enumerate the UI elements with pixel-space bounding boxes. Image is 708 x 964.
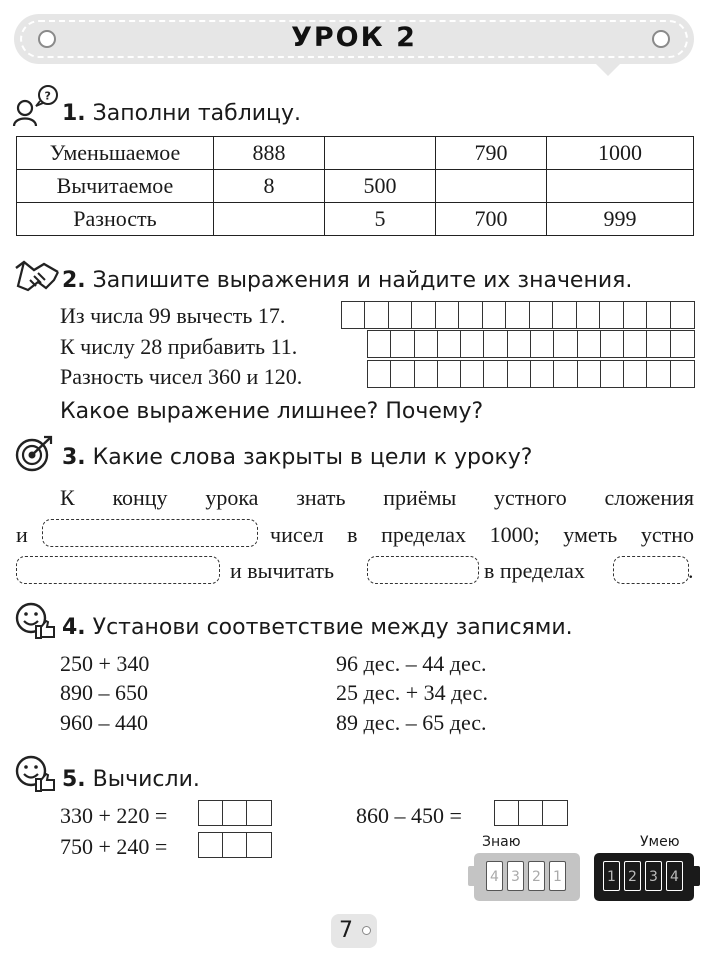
hidden-word-box[interactable] — [16, 556, 220, 584]
hidden-word-box[interactable] — [42, 519, 258, 547]
compute-expression: 330 + 220 = — [60, 803, 168, 828]
know-battery[interactable]: 4 3 2 1 — [474, 853, 580, 901]
can-label: Умею — [640, 834, 680, 850]
thinking-person-icon — [12, 84, 60, 128]
goal-line-1: К концу урока знать приёмы устного сложения — [60, 485, 694, 510]
left-expression: 250 + 340 — [60, 651, 150, 676]
expression-line: Разность чисел 360 и 120. — [60, 364, 303, 389]
svg-text:?: ? — [44, 89, 51, 103]
goal-text: в пределах — [484, 558, 585, 583]
answer-cells[interactable] — [367, 360, 695, 388]
task3-heading: 3. Какие слова закрыты в цели к уроку? — [62, 445, 533, 470]
right-expression: 25 дес. + 34 дес. — [336, 680, 488, 705]
target-icon — [14, 434, 54, 474]
right-expression: 96 дес. – 44 дес. — [336, 651, 487, 676]
smile-thumbs-up-icon — [14, 601, 58, 641]
expression-line: К числу 28 прибавить 11. — [60, 334, 298, 359]
answer-cells[interactable] — [494, 800, 568, 826]
goal-text: чисел в пределах 1000; уметь устно — [270, 522, 694, 547]
task4-heading: 4. Установи соответствие между записями. — [62, 615, 573, 640]
answer-cells[interactable] — [367, 330, 695, 358]
left-expression: 890 – 650 — [60, 680, 148, 705]
table-row: Вычитаемое 8 500 — [17, 170, 694, 203]
table-row: Уменьшаемое 888 790 1000 — [17, 137, 694, 170]
can-battery[interactable]: 1 2 3 4 — [594, 853, 694, 901]
hidden-word-box[interactable] — [613, 556, 689, 584]
lesson-header — [14, 14, 694, 64]
page-number: 7 — [331, 914, 377, 948]
answer-cells[interactable] — [198, 800, 272, 826]
goal-text: . — [688, 558, 694, 583]
task2-heading: 2. Запишите выражения и найдите их значения. — [62, 268, 633, 293]
know-label: Знаю — [482, 834, 521, 850]
subtraction-table — [16, 136, 694, 236]
smile-thumbs-up-icon — [14, 754, 58, 794]
right-expression: 89 дес. – 65 дес. — [336, 710, 487, 735]
left-expression: 960 – 440 — [60, 710, 148, 735]
goal-text: и — [16, 522, 28, 547]
expression-line: Из числа 99 вычесть 17. — [60, 303, 286, 328]
task2-question: Какое выражение лишнее? Почему? — [60, 399, 484, 424]
task1-heading: 1. Заполни таблицу. — [62, 101, 302, 126]
handshake-icon — [14, 256, 60, 294]
goal-text: и вычитать — [230, 558, 335, 583]
hidden-word-box[interactable] — [367, 556, 479, 584]
answer-cells[interactable] — [341, 301, 695, 329]
task5-heading: 5. Вычисли. — [62, 767, 200, 792]
compute-expression: 750 + 240 = — [60, 834, 168, 859]
answer-cells[interactable] — [198, 832, 272, 858]
compute-expression: 860 – 450 = — [356, 803, 462, 828]
lesson-title: УРОК 2 — [291, 22, 417, 53]
table-row: Разность 5 700 999 — [17, 203, 694, 236]
